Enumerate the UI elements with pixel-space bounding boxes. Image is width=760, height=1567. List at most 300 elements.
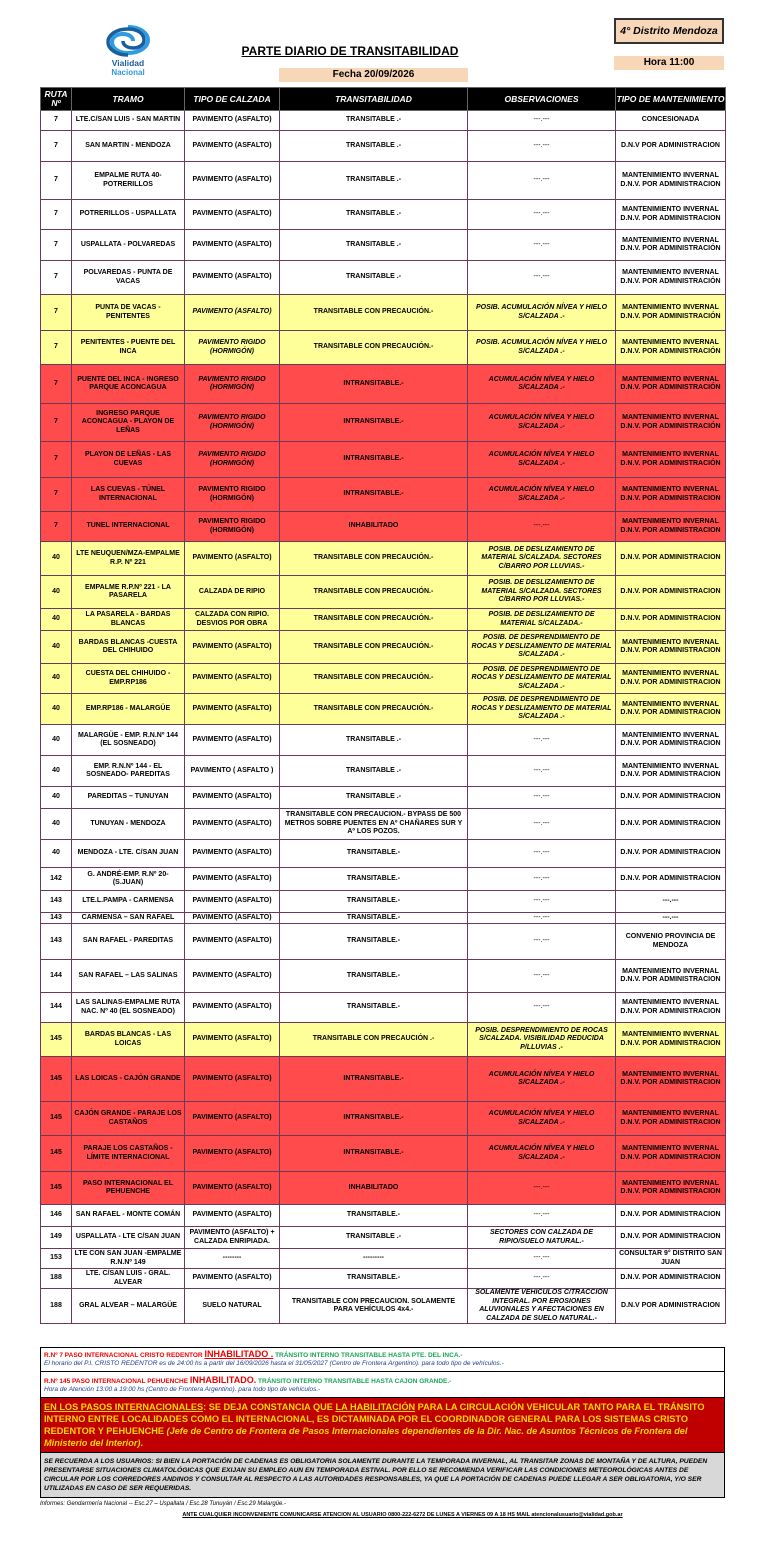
cell-tramo: GRAL ALVEAR – MALARGÜE — [72, 1289, 185, 1324]
cell-tramo: TUNEL INTERNACIONAL — [72, 512, 185, 542]
cell-ruta: 7 — [41, 331, 72, 365]
table-row — [41, 694, 726, 725]
cell-observaciones: ---.--- — [468, 512, 616, 542]
cell-transitabilidad: TRANSITABLE.- — [280, 960, 468, 993]
cell-transitabilidad: TRANSITABLE.- — [280, 868, 468, 891]
cell-transitabilidad: TRANSITABLE CON PRECAUCIÓN.- — [280, 631, 468, 664]
col-mantenimiento: TIPO DE MANTENIMIENTO — [616, 88, 726, 111]
cell-calzada: PAVIMENTO RIGIDO (HORMIGÓN) — [185, 331, 280, 365]
table-row — [41, 576, 726, 609]
cell-mantenimiento: MANTENIMIENTO INVERNAL D.N.V. POR ADMINISTRACIÓN — [616, 365, 726, 404]
cell-calzada: CALZADA DE RIPIO — [185, 576, 280, 609]
table-row — [41, 230, 726, 261]
cell-observaciones: ---.--- — [468, 960, 616, 993]
cell-observaciones: ---.--- — [468, 809, 616, 840]
cell-ruta: 144 — [41, 993, 72, 1023]
cell-observaciones: POSIB. DE DESPRENDIMIENTO DE ROCAS Y DESLIZAMIENTO DE MATERIAL S/CALZADA .- — [468, 694, 616, 725]
table-row — [41, 1023, 726, 1057]
cell-transitabilidad: TRANSITABLE CON PRECAUCION.- BYPASS DE 500 METROS SOBRE PUENTES EN Aº CHAÑARES SUR Y Aº LOS POZOS. — [280, 809, 468, 840]
rn7-title: R.Nº 7 PASO INTERNACIONAL CRISTO REDENTOR — [44, 1352, 205, 1359]
cell-transitabilidad: TRANSITABLE CON PRECAUCIÓN.- — [280, 576, 468, 609]
cell-calzada: PAVIMENTO ( ASFALTO ) — [185, 756, 280, 787]
cell-observaciones: POSIB. DE DESLIZAMIENTO DE MATERIAL S/CALZADA. SECTORES C/BARRO POR LLUVIAS.- — [468, 576, 616, 609]
cell-mantenimiento: MANTENIMIENTO INVERNAL D.N.V. POR ADMINISTRACION — [616, 1102, 726, 1136]
cell-ruta: 40 — [41, 725, 72, 756]
cell-tramo: CARMENSA – SAN RAFAEL — [72, 913, 185, 924]
cell-tramo: LAS CUEVAS - TÚNEL INTERNACIONAL — [72, 478, 185, 512]
cell-transitabilidad: TRANSITABLE .- — [280, 200, 468, 230]
cell-calzada: PAVIMENTO (ASFALTO) — [185, 891, 280, 913]
cell-ruta: 7 — [41, 200, 72, 230]
cell-ruta: 143 — [41, 924, 72, 960]
footer — [40, 1347, 725, 1518]
cell-mantenimiento: MANTENIMIENTO INVERNAL D.N.V. POR ADMINISTRACION — [616, 694, 726, 725]
cell-tramo: EMP.RP186 - MALARGÜE — [72, 694, 185, 725]
cell-tramo: POTRERILLOS - USPALLATA — [72, 200, 185, 230]
cell-transitabilidad: TRANSITABLE.- — [280, 840, 468, 868]
cell-ruta: 7 — [41, 131, 72, 162]
table-row — [41, 1205, 726, 1227]
table-row — [41, 1102, 726, 1136]
cell-mantenimiento: MANTENIMIENTO INVERNAL D.N.V. POR ADMINISTRACIÓN — [616, 442, 726, 478]
informes-line: Informes: Gendarmería Nacional -- Esc.27 – Uspallata / Esc.28 Tunuyán / Esc.29 Malargüe.- — [40, 1501, 286, 1507]
cell-observaciones: ---.--- — [468, 840, 616, 868]
cell-calzada: PAVIMENTO (ASFALTO) — [185, 913, 280, 924]
cell-tramo: PAREDITAS – TUNUYAN — [72, 787, 185, 809]
cell-ruta: 40 — [41, 576, 72, 609]
cell-tramo: LAS LOICAS - CAJÓN GRANDE — [72, 1057, 185, 1102]
table-row — [41, 924, 726, 960]
cell-calzada: PAVIMENTO RIGIDO (HORMIGÓN) — [185, 442, 280, 478]
cell-transitabilidad: TRANSITABLE .- — [280, 111, 468, 131]
cell-ruta: 188 — [41, 1269, 72, 1289]
table-row — [41, 1289, 726, 1324]
table-row — [41, 1057, 726, 1102]
cell-tramo: BARDAS BLANCAS - LAS LOICAS — [72, 1023, 185, 1057]
cell-mantenimiento: MANTENIMIENTO INVERNAL D.N.V. POR ADMINISTRACION — [616, 960, 726, 993]
table-row — [41, 891, 726, 913]
cell-transitabilidad: TRANSITABLE.- — [280, 924, 468, 960]
cell-observaciones: ---.--- — [468, 230, 616, 261]
cell-calzada: PAVIMENTO RIGIDO (HORMIGÓN) — [185, 512, 280, 542]
cell-ruta: 7 — [41, 512, 72, 542]
cell-mantenimiento: D.N.V. POR ADMINISTRACION — [616, 542, 726, 576]
cell-calzada: PAVIMENTO (ASFALTO) — [185, 993, 280, 1023]
cell-calzada: PAVIMENTO (ASFALTO) — [185, 694, 280, 725]
cell-mantenimiento: D.N.V POR ADMINISTRACION — [616, 1289, 726, 1324]
cell-ruta: 40 — [41, 631, 72, 664]
table-row — [41, 404, 726, 442]
cell-transitabilidad: TRANSITABLE CON PRECAUCION. SOLAMENTE PARA VEHÍCULOS 4x4.- — [280, 1289, 468, 1324]
table-row — [41, 631, 726, 664]
cell-observaciones: SECTORES CON CALZADA DE RIPIO/SUELO NATURAL.- — [468, 1227, 616, 1249]
cell-tramo: POLVAREDAS - PUNTA DE VACAS — [72, 261, 185, 295]
cell-tramo: CUESTA DEL CHIHUIDO - EMP.RP186 — [72, 664, 185, 694]
rn145-status-box — [40, 1371, 725, 1397]
cell-ruta: 40 — [41, 809, 72, 840]
cell-calzada: PAVIMENTO RIGIDO (HORMIGÓN) — [185, 404, 280, 442]
cell-calzada: PAVIMENTO (ASFALTO) — [185, 631, 280, 664]
table-row — [41, 1136, 726, 1172]
cell-tramo: LTE.C/SAN LUIS - SAN MARTIN — [72, 111, 185, 131]
cell-tramo: LTE. C/SAN LUIS - GRAL. ALVEAR — [72, 1269, 185, 1289]
report-time: Hora 11:00 — [614, 56, 724, 70]
cell-calzada: PAVIMENTO (ASFALTO) — [185, 664, 280, 694]
cell-tramo: TUNUYAN - MENDOZA — [72, 809, 185, 840]
cell-tramo: G. ANDRÉ-EMP. R.Nº 20-(S.JUAN) — [72, 868, 185, 891]
chains-reminder: SE RECUERDA A LOS USUARIOS: SI BIEN LA PORTACIÓN DE CADENAS ES OBLIGATORIA SOLAMENTE DURANTE LA TEMPORADA INVERNAL, AL TRANSITAR ZONAS DE MONTAÑA Y DE ALTURA, PUEDEN PRESENTARSE SITUACIONES CLIMATOLÓGICAS QUE EXIJAN SU EMPLEO AUN EN TEMPORADA ESTIVAL. POR ELLO SE RECOMIENDA VERIFICAR LAS CONDICIONES METEOROLÓGICAS ANTES DE CIRCULAR POR LOS CORREDORES ANDINOS Y CONSULTAR AL RESPECTO A LAS AUTORIDADES RESPONSABLES, YA QUE LA PORTACIÓN DE CADENAS PUEDE LLEGAR A SER OBLIGATORIA, Y/O SER UTILIZADAS EN CASO DE SER REQUERIDAS. — [40, 1452, 725, 1498]
cell-transitabilidad: INTRANSITABLE.- — [280, 365, 468, 404]
cell-ruta: 149 — [41, 1227, 72, 1249]
cell-mantenimiento: D.N.V. POR ADMINISTRACION — [616, 1269, 726, 1289]
cell-transitabilidad: TRANSITABLE CON PRECAUCIÓN.- — [280, 609, 468, 631]
cell-calzada: PAVIMENTO (ASFALTO) — [185, 111, 280, 131]
cell-calzada: PAVIMENTO (ASFALTO) + CALZADA ENRIPIADA. — [185, 1227, 280, 1249]
cell-observaciones: ACUMULACIÓN NÍVEA Y HIELO S/CALZADA .- — [468, 478, 616, 512]
cell-tramo: MENDOZA - LTE. C/SAN JUAN — [72, 840, 185, 868]
cell-tramo: LTE NEUQUEN/MZA-EMPALME R.P. Nº 221 — [72, 542, 185, 576]
cell-calzada: PAVIMENTO (ASFALTO) — [185, 230, 280, 261]
table-row — [41, 365, 726, 404]
cell-ruta: 145 — [41, 1172, 72, 1205]
cell-observaciones: ---.--- — [468, 261, 616, 295]
table-row — [41, 131, 726, 162]
cell-ruta: 143 — [41, 913, 72, 924]
contact-line: ANTE CUALQUIER INCONVENIENTE COMUNICARSE ATENCION AL USUARIO 0800-222-6272 DE LUNES A VIERNES 09 A 18 HS MAIL atencionalusuario@vialidad.gob.ar — [182, 1512, 623, 1518]
table-row — [41, 295, 726, 331]
cell-ruta: 143 — [41, 891, 72, 913]
table-row — [41, 868, 726, 891]
table-row — [41, 725, 726, 756]
cell-ruta: 40 — [41, 756, 72, 787]
cell-calzada: PAVIMENTO (ASFALTO) — [185, 131, 280, 162]
cell-calzada: PAVIMENTO (ASFALTO) — [185, 162, 280, 200]
international-notice — [40, 1397, 725, 1452]
cell-tramo: PASO INTERNACIONAL EL PEHUENCHE — [72, 1172, 185, 1205]
col-transitabilidad: TRANSITABILIDAD — [280, 88, 468, 111]
cell-transitabilidad: TRANSITABLE.- — [280, 913, 468, 924]
col-ruta: RUTA Nº — [41, 88, 72, 111]
cell-transitabilidad: TRANSITABLE .- — [280, 162, 468, 200]
cell-tramo: EMP. R.N.Nº 144 - EL SOSNEADO- PAREDITAS — [72, 756, 185, 787]
cell-tramo: USPALLATA - POLVAREDAS — [72, 230, 185, 261]
cell-tramo: INGRESO PARQUE ACONCAGUA - PLAYON DE LEÑAS — [72, 404, 185, 442]
cell-mantenimiento: MANTENIMIENTO INVERNAL D.N.V. POR ADMINISTRACIÓN — [616, 261, 726, 295]
cell-transitabilidad: TRANSITABLE .- — [280, 787, 468, 809]
cell-ruta: 7 — [41, 442, 72, 478]
cell-mantenimiento: MANTENIMIENTO INVERNAL D.N.V. POR ADMINISTRACION — [616, 478, 726, 512]
cell-observaciones: ---.--- — [468, 913, 616, 924]
cell-tramo: PUENTE DEL INCA - INGRESO PARQUE ACONCAGUA — [72, 365, 185, 404]
cell-observaciones: ACUMULACIÓN NÍVEA Y HIELO S/CALZADA .- — [468, 365, 616, 404]
cell-transitabilidad: TRANSITABLE.- — [280, 1269, 468, 1289]
logo-sub: Nacional — [111, 68, 145, 77]
cell-calzada: PAVIMENTO (ASFALTO) — [185, 725, 280, 756]
cell-tramo: SAN RAFAEL – LAS SALINAS — [72, 960, 185, 993]
cell-tramo: SAN MARTIN - MENDOZA — [72, 131, 185, 162]
cell-observaciones: ---.--- — [468, 111, 616, 131]
cell-observaciones: POSIB. DE DESLIZAMIENTO DE MATERIAL S/CALZADA.- — [468, 609, 616, 631]
rn7-status: INHABILITADO . — [204, 1349, 274, 1359]
cell-observaciones: ---.--- — [468, 787, 616, 809]
cell-ruta: 40 — [41, 840, 72, 868]
cell-transitabilidad: TRANSITABLE CON PRECAUCIÓN.- — [280, 542, 468, 576]
cell-ruta: 145 — [41, 1102, 72, 1136]
cell-calzada: PAVIMENTO (ASFALTO) — [185, 261, 280, 295]
cell-ruta: 7 — [41, 261, 72, 295]
cell-transitabilidad: TRANSITABLE .- — [280, 1227, 468, 1249]
cell-calzada: CALZADA CON RIPIO. DESVIOS POR OBRA — [185, 609, 280, 631]
cell-mantenimiento: CONSULTAR 9° DISTRITO SAN JUAN — [616, 1249, 726, 1269]
table-row — [41, 1269, 726, 1289]
cell-observaciones: ---.--- — [468, 1269, 616, 1289]
cell-transitabilidad: TRANSITABLE.- — [280, 891, 468, 913]
logo-name: Vialidad — [111, 58, 145, 68]
cell-transitabilidad: INHABILITADO — [280, 512, 468, 542]
cell-mantenimiento: D.N.V. POR ADMINISTRACION — [616, 609, 726, 631]
cell-transitabilidad: TRANSITABLE .- — [280, 756, 468, 787]
cell-tramo: SAN RAFAEL - PAREDITAS — [72, 924, 185, 960]
table-row — [41, 200, 726, 230]
rn7-status-box — [40, 1347, 725, 1371]
rn7-horario: El horario del P.I. CRISTO REDENTOR es de 24:00 hs a partir del 16/09/2026 hasta el 31/05/2027 (Centro de Frontera Argentino). para todo tipo de vehículos.- — [44, 1360, 504, 1367]
cell-transitabilidad: INHABILITADO — [280, 1172, 468, 1205]
table-row — [41, 1227, 726, 1249]
cell-ruta: 7 — [41, 230, 72, 261]
cell-tramo: LAS SALINAS-EMPALME RUTA NAC. Nº 40 (EL SOSNEADO) — [72, 993, 185, 1023]
cell-calzada: PAVIMENTO (ASFALTO) — [185, 1205, 280, 1227]
cell-transitabilidad: TRANSITABLE .- — [280, 230, 468, 261]
cell-tramo: PLAYON DE LEÑAS - LAS CUEVAS — [72, 442, 185, 478]
table-row — [41, 111, 726, 131]
rn7-internal: TRÁNSITO INTERNO TRANSITABLE HASTA PTE. DEL INCA.- — [273, 1352, 463, 1359]
rn145-horario: Hora de Atención 13:00 a 19:00 hs (Centro de Frontera Argentino). para todo tipo de vehículos.- — [44, 1386, 321, 1393]
cell-tramo: SAN RAFAEL - MONTE COMÁN — [72, 1205, 185, 1227]
cell-tramo: PARAJE LOS CASTAÑOS - LÍMITE INTERNACIONAL — [72, 1136, 185, 1172]
cell-observaciones: ---.--- — [468, 891, 616, 913]
cell-observaciones: ---.--- — [468, 1205, 616, 1227]
table-row — [41, 787, 726, 809]
cell-transitabilidad: --------- — [280, 1249, 468, 1269]
vialidad-swirl-icon — [104, 24, 152, 58]
cell-transitabilidad: INTRANSITABLE.- — [280, 1102, 468, 1136]
cell-ruta: 145 — [41, 1023, 72, 1057]
page-header — [0, 0, 760, 86]
cell-observaciones: POSIB. DE DESPRENDIMIENTO DE ROCAS Y DESLIZAMIENTO DE MATERIAL S/CALZADA .- — [468, 631, 616, 664]
cell-observaciones: ---.--- — [468, 756, 616, 787]
cell-mantenimiento: MANTENIMIENTO INVERNAL D.N.V. POR ADMINISTRACIÓN — [616, 404, 726, 442]
cell-mantenimiento: MANTENIMIENTO INVERNAL D.N.V. POR ADMINISTRACION — [616, 162, 726, 200]
cell-ruta: 40 — [41, 694, 72, 725]
cell-mantenimiento: MANTENIMIENTO INVERNAL D.N.V. POR ADMINISTRACION — [616, 1136, 726, 1172]
cell-mantenimiento: MANTENIMIENTO INVERNAL D.N.V. POR ADMINISTRACION — [616, 631, 726, 664]
table-row — [41, 664, 726, 694]
cell-calzada: PAVIMENTO (ASFALTO) — [185, 924, 280, 960]
cell-mantenimiento: D.N.V. POR ADMINISTRACION — [616, 787, 726, 809]
table-row — [41, 809, 726, 840]
table-row — [41, 331, 726, 365]
cell-transitabilidad: TRANSITABLE.- — [280, 1205, 468, 1227]
cell-mantenimiento: D.N.V POR ADMINISTRACION — [616, 131, 726, 162]
cell-mantenimiento: MANTENIMIENTO INVERNAL D.N.V. POR ADMINISTRACIÓN — [616, 331, 726, 365]
cell-ruta: 153 — [41, 1249, 72, 1269]
vialidad-logo — [100, 24, 156, 84]
rn145-status: INHABILITADO. — [189, 1375, 257, 1385]
notice-text-2: PARA LA CIRCULACIÓN VEHICULAR TANTO PARA EL TRÁNSITO INTERNO ENTRE LOCALIDADES COMO EL INTERNACIONAL, ES DICTAMINADA POR EL COORDINADOR GENERAL PARA LOS SISTEMAS CRISTO REDENTOR Y PEHUENCHE — [44, 1402, 705, 1436]
table-row — [41, 512, 726, 542]
notice-heading: EN LOS PASOS INTERNACIONALES — [44, 1402, 204, 1412]
cell-observaciones: ---.--- — [468, 200, 616, 230]
cell-transitabilidad: TRANSITABLE CON PRECAUCIÓN.- — [280, 694, 468, 725]
table-row — [41, 261, 726, 295]
cell-transitabilidad: TRANSITABLE .- — [280, 725, 468, 756]
col-calzada: TIPO DE CALZADA — [185, 88, 280, 111]
notice-italic: (Jefe de Centro de Frontera de Pasos Internacionales dependientes de la Dir. Nac. de Asuntos Técnicos de Frontera del Ministerio del Interior) — [44, 1426, 688, 1448]
cell-mantenimiento: CONVENIO PROVINCIA DE MENDOZA — [616, 924, 726, 960]
cell-mantenimiento: MANTENIMIENTO INVERNAL D.N.V. POR ADMINISTRACION — [616, 1023, 726, 1057]
cell-calzada: PAVIMENTO (ASFALTO) — [185, 295, 280, 331]
table-row — [41, 442, 726, 478]
cell-tramo: EMPALME R.P.Nº 221 - LA PASARELA — [72, 576, 185, 609]
cell-observaciones: ---.--- — [468, 868, 616, 891]
cell-observaciones: ACUMULACIÓN NÍVEA Y HIELO S/CALZADA .- — [468, 1057, 616, 1102]
cell-calzada: PAVIMENTO (ASFALTO) — [185, 200, 280, 230]
cell-calzada: SUELO NATURAL — [185, 1289, 280, 1324]
cell-transitabilidad: TRANSITABLE .- — [280, 131, 468, 162]
cell-transitabilidad: TRANSITABLE.- — [280, 993, 468, 1023]
cell-observaciones: ACUMULACIÓN NÍVEA Y HIELO S/CALZADA .- — [468, 1136, 616, 1172]
cell-ruta: 7 — [41, 404, 72, 442]
cell-transitabilidad: TRANSITABLE CON PRECAUCIÓN .- — [280, 1023, 468, 1057]
cell-mantenimiento: MANTENIMIENTO INVERNAL D.N.V. POR ADMINISTRACION — [616, 756, 726, 787]
cell-transitabilidad: INTRANSITABLE.- — [280, 1057, 468, 1102]
table-row — [41, 993, 726, 1023]
cell-calzada: PAVIMENTO (ASFALTO) — [185, 542, 280, 576]
table-row — [41, 162, 726, 200]
cell-observaciones: ACUMULACIÓN NÍVEA Y HIELO S/CALZADA .- — [468, 404, 616, 442]
cell-mantenimiento: D.N.V. POR ADMINISTRACION — [616, 576, 726, 609]
table-row — [41, 542, 726, 576]
cell-calzada: PAVIMENTO (ASFALTO) — [185, 1102, 280, 1136]
cell-mantenimiento: MANTENIMIENTO INVERNAL D.N.V. POR ADMINISTRACION — [616, 512, 726, 542]
cell-observaciones: SOLAMENTE VEHICULOS C/TRACCION INTEGRAL. POR EROSIONES ALUVIONALES Y AFECTACIONES EN CALZADA DE SUELO NATURAL.- — [468, 1289, 616, 1324]
cell-tramo: CAJÓN GRANDE - PARAJE LOS CASTAÑOS — [72, 1102, 185, 1136]
cell-calzada: PAVIMENTO (ASFALTO) — [185, 787, 280, 809]
cell-calzada: PAVIMENTO (ASFALTO) — [185, 1136, 280, 1172]
cell-ruta: 40 — [41, 542, 72, 576]
cell-mantenimiento: MANTENIMIENTO INVERNAL D.N.V. POR ADMINISTRACION — [616, 1057, 726, 1102]
cell-calzada: PAVIMENTO (ASFALTO) — [185, 1023, 280, 1057]
cell-observaciones: ---.--- — [468, 993, 616, 1023]
cell-transitabilidad: INTRANSITABLE.- — [280, 1136, 468, 1172]
cell-transitabilidad: TRANSITABLE CON PRECAUCIÓN.- — [280, 664, 468, 694]
cell-ruta: 40 — [41, 664, 72, 694]
cell-mantenimiento: D.N.V. POR ADMINISTRACION — [616, 868, 726, 891]
cell-observaciones: POSIB. DE DESPRENDIMIENTO DE ROCAS Y DESLIZAMIENTO DE MATERIAL S/CALZADA .- — [468, 664, 616, 694]
cell-ruta: 145 — [41, 1057, 72, 1102]
col-tramo: TRAMO — [72, 88, 185, 111]
cell-tramo: PUNTA DE VACAS - PENITENTES — [72, 295, 185, 331]
cell-ruta: 7 — [41, 295, 72, 331]
cell-calzada: PAVIMENTO (ASFALTO) — [185, 809, 280, 840]
cell-ruta: 142 — [41, 868, 72, 891]
cell-tramo: EMPALME RUTA 40-POTRERILLOS — [72, 162, 185, 200]
cell-mantenimiento: MANTENIMIENTO INVERNAL D.N.V. POR ADMINISTRACION — [616, 1172, 726, 1205]
cell-calzada: -------- — [185, 1249, 280, 1269]
cell-calzada: PAVIMENTO (ASFALTO) — [185, 1269, 280, 1289]
table-row — [41, 913, 726, 924]
cell-ruta: 40 — [41, 787, 72, 809]
table-row — [41, 609, 726, 631]
cell-ruta: 188 — [41, 1289, 72, 1324]
cell-ruta: 7 — [41, 162, 72, 200]
cell-calzada: PAVIMENTO (ASFALTO) — [185, 960, 280, 993]
cell-observaciones: ---.--- — [468, 131, 616, 162]
cell-transitabilidad: TRANSITABLE CON PRECAUCIÓN.- — [280, 331, 468, 365]
cell-tramo: USPALLATA - LTE C/SAN JUAN — [72, 1227, 185, 1249]
cell-tramo: MALARGÜE - EMP. R.N.Nº 144 (EL SOSNEADO) — [72, 725, 185, 756]
report-date: Fecha 20/09/2026 — [279, 68, 468, 82]
cell-mantenimiento: ---.--- — [616, 913, 726, 924]
cell-mantenimiento: CONCESIONADA — [616, 111, 726, 131]
cell-ruta: 7 — [41, 365, 72, 404]
cell-observaciones: POSIB. DE DESLIZAMIENTO DE MATERIAL S/CALZADA. SECTORES C/BARRO POR LLUVIAS.- — [468, 542, 616, 576]
table-header-row — [41, 88, 726, 111]
cell-ruta: 40 — [41, 609, 72, 631]
cell-mantenimiento: MANTENIMIENTO INVERNAL D.N.V. POR ADMINISTRACION — [616, 200, 726, 230]
cell-transitabilidad: TRANSITABLE .- — [280, 261, 468, 295]
cell-transitabilidad: INTRANSITABLE.- — [280, 478, 468, 512]
table-row — [41, 1249, 726, 1269]
cell-calzada: PAVIMENTO (ASFALTO) — [185, 840, 280, 868]
table-body — [41, 111, 726, 1324]
cell-observaciones: ---.--- — [468, 1249, 616, 1269]
cell-tramo: LTE CON SAN JUAN -EMPALME R.N.Nº 149 — [72, 1249, 185, 1269]
cell-mantenimiento: D.N.V. POR ADMINISTRACION — [616, 809, 726, 840]
cell-transitabilidad: TRANSITABLE CON PRECAUCIÓN.- — [280, 295, 468, 331]
cell-observaciones: ---.--- — [468, 1172, 616, 1205]
cell-mantenimiento: MANTENIMIENTO INVERNAL D.N.V. POR ADMINISTRACION — [616, 993, 726, 1023]
table-row — [41, 478, 726, 512]
cell-mantenimiento: MANTENIMIENTO INVERNAL D.N.V. POR ADMINISTRACIÓN — [616, 295, 726, 331]
cell-tramo: PENITENTES - PUENTE DEL INCA — [72, 331, 185, 365]
table-row — [41, 756, 726, 787]
district-label: 4° Distrito Mendoza — [614, 18, 724, 44]
cell-calzada: PAVIMENTO (ASFALTO) — [185, 1172, 280, 1205]
cell-observaciones: POSIB. ACUMULACIÓN NÍVEA Y HIELO S/CALZADA .- — [468, 331, 616, 365]
cell-transitabilidad: INTRANSITABLE.- — [280, 442, 468, 478]
cell-observaciones: ---.--- — [468, 924, 616, 960]
cell-mantenimiento: D.N.V. POR ADMINISTRACION — [616, 840, 726, 868]
cell-observaciones: ---.--- — [468, 162, 616, 200]
cell-transitabilidad: INTRANSITABLE.- — [280, 404, 468, 442]
cell-ruta: 7 — [41, 111, 72, 131]
notice-text-1: : SE DEJA CONSTANCIA QUE — [203, 1402, 336, 1412]
table-row — [41, 840, 726, 868]
cell-ruta: 145 — [41, 1136, 72, 1172]
cell-ruta: 146 — [41, 1205, 72, 1227]
transit-table — [40, 87, 726, 1324]
cell-calzada: PAVIMENTO RIGIDO (HORMIGÓN) — [185, 365, 280, 404]
cell-calzada: PAVIMENTO (ASFALTO) — [185, 1057, 280, 1102]
notice-highlight: LA HABILITACIÓN — [335, 1402, 416, 1412]
rn145-title: R.Nº 145 PASO INTERNACIONAL PEHUENCHE — [44, 1378, 190, 1385]
cell-observaciones: POSIB. DESPRENDIMIENTO DE ROCAS S/CALZADA. VISIBILIDAD REDUCIDA P/LLUVIAS .- — [468, 1023, 616, 1057]
cell-mantenimiento: MANTENIMIENTO INVERNAL D.N.V. POR ADMINISTRACION — [616, 725, 726, 756]
cell-mantenimiento: MANTENIMIENTO INVERNAL D.N.V. POR ADMINISTRACIÓN — [616, 230, 726, 261]
cell-observaciones: ACUMULACIÓN NÍVEA Y HIELO S/CALZADA .- — [468, 442, 616, 478]
col-observaciones: OBSERVACIONES — [468, 88, 616, 111]
